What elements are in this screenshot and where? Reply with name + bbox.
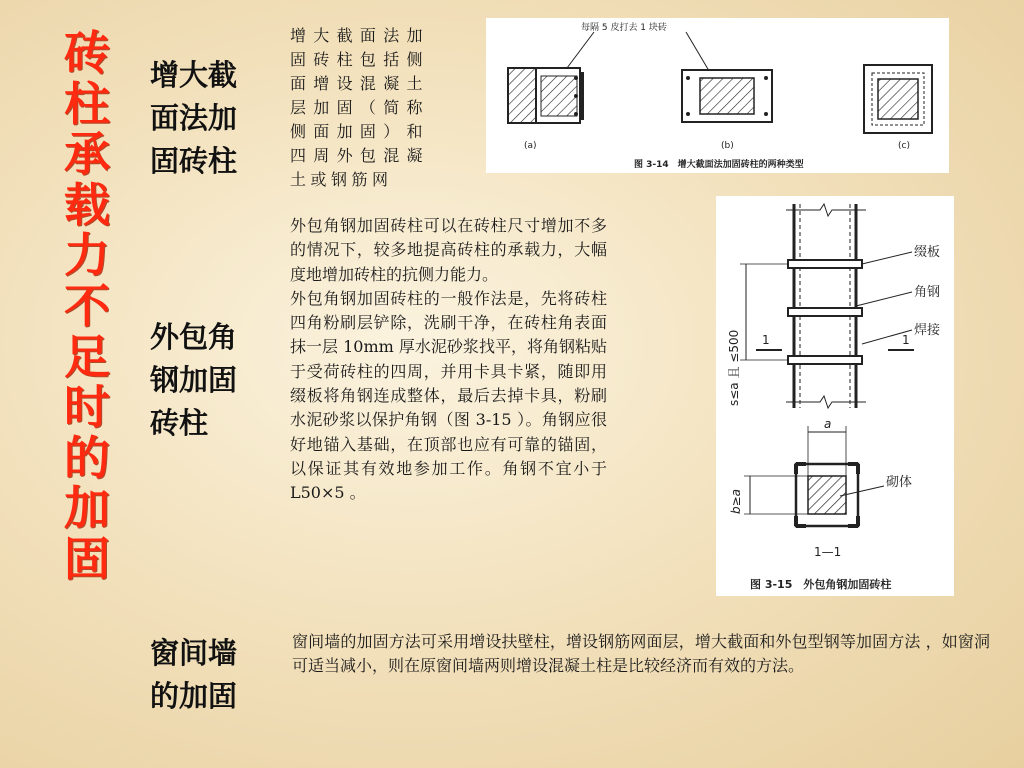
- label-section-1-1: 1—1: [814, 545, 842, 559]
- figure-3-14-caption: 图 3-14 增大截面法加固砖柱的两种类型: [634, 160, 804, 170]
- title-char: 承: [64, 127, 110, 182]
- section-heading-wall-pier: [150, 632, 237, 718]
- section-text-angle-steel: [290, 214, 607, 506]
- label-angle-steel: 角钢: [914, 285, 941, 300]
- heading-line: 窗间墙: [150, 636, 238, 670]
- label-dim-b: b≥a: [729, 488, 743, 514]
- heading-line: 钢加固: [150, 363, 238, 397]
- section-1-1-diagram: [796, 464, 858, 526]
- paragraph: 外包角钢加固砖柱的一般作法是，先将砖柱四角粉刷层铲除，洗刷干净，在砖柱角表面抹一层 10mm 厚水泥砂浆找平，将角钢粘贴于受荷砖柱的四周，并用卡具卡紧，随即用缀板将角钢连成整体，最后去掉卡具，粉刷水泥砂浆以保护角钢（图 3-15 ）。角钢应很好地锚入基础，在顶部也应有可靠的锚固，以保证其有效地参加工作。角钢不宜小于 L50×5 。: [290, 288, 607, 503]
- title-char: 力: [64, 228, 110, 283]
- figure-3-14-label-a: (a): [524, 141, 537, 151]
- heading-line: 增大截: [150, 58, 238, 92]
- title-char: 时: [64, 380, 110, 435]
- figure-3-14-top-label: 每隔 5 皮打去 1 块砖: [581, 23, 667, 33]
- label-masonry: 砌体: [886, 475, 913, 490]
- figure-3-14-label-c: (c): [898, 141, 910, 151]
- heading-line: 外包角: [150, 320, 238, 354]
- section-text-wall-pier: 窗间墙的加固方法可采用增设扶壁柱，增设钢筋网面层，增大截面和外包型钢等加固方法 ，如窗洞可适当减小，则在原窗间墙两则增设混凝土柱是比较经济而有效的方法。: [292, 632, 990, 676]
- section-a-diagram: [508, 68, 584, 123]
- heading-line: 砖柱: [150, 406, 209, 440]
- figure-3-14-drawing: [486, 18, 949, 173]
- title-char: 固: [64, 531, 110, 586]
- figure-3-15-caption: 图 3-15 外包角钢加固砖柱: [750, 578, 892, 591]
- title-char: 足: [64, 329, 110, 384]
- section-mark-left: 1: [762, 333, 770, 347]
- title-char: 加: [64, 481, 110, 536]
- figure-3-14: [486, 18, 949, 173]
- section-mark-right: 1: [902, 333, 910, 347]
- paragraph: 外包角钢加固砖柱可以在砖柱尺寸增加不多的情况下，较多地提高砖柱的承载力，大幅度地增加砖柱的抗侧力能力。: [290, 216, 607, 284]
- figure-3-14-label-b: (b): [721, 141, 734, 151]
- heading-line: 面法加: [150, 101, 238, 135]
- title-char: 不: [64, 278, 110, 333]
- label-batten-plate: 缀板: [914, 245, 941, 260]
- slide-title: [60, 28, 114, 585]
- section-c-diagram: [864, 65, 932, 133]
- section-heading-enlarge-section: [150, 54, 237, 183]
- figure-3-15-drawing: [716, 196, 954, 596]
- title-char: 的: [64, 430, 110, 485]
- figure-3-15: [716, 196, 954, 596]
- title-char: 砖: [64, 26, 110, 80]
- label-dim-a: a: [824, 417, 832, 431]
- label-weld: 焊接: [914, 323, 941, 338]
- section-heading-angle-steel: [150, 316, 237, 445]
- heading-line: 的加固: [150, 679, 238, 713]
- title-char: 柱: [64, 76, 110, 131]
- title-char: 载: [64, 177, 110, 232]
- section-b-diagram: [682, 70, 772, 122]
- section-text-enlarge-section: 增大截面法加固砖柱包括侧面增设混凝土层加固（简称侧面加固）和四周外包混凝土或钢筋网: [290, 26, 427, 189]
- label-spacing: s≤a 且 ≤500: [727, 329, 741, 406]
- column-elevation: [786, 204, 866, 408]
- heading-line: 固砖柱: [150, 144, 238, 178]
